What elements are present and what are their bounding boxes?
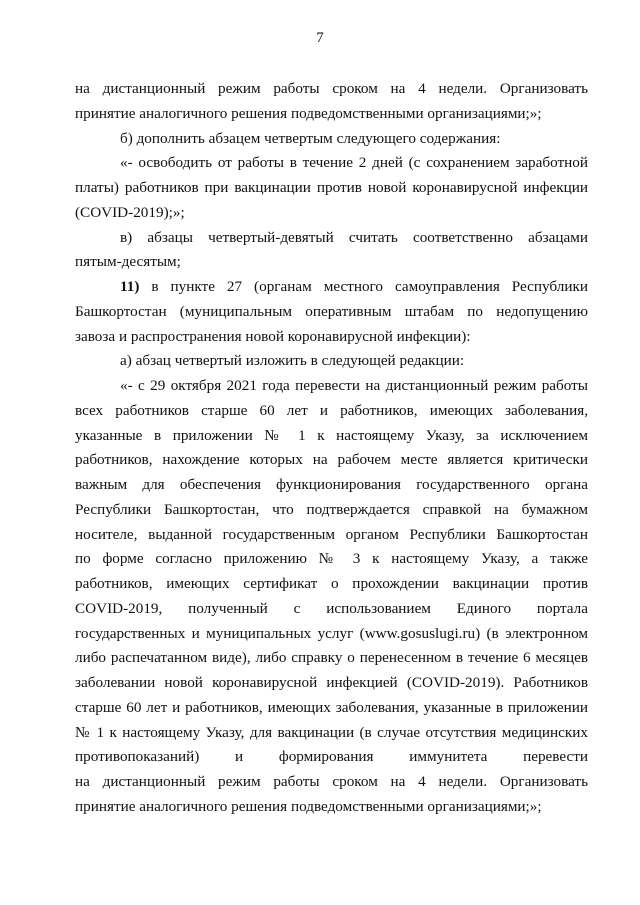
text-line: Башкортостан (муниципальным оперативным штабам по недопущению — [75, 302, 588, 320]
text-line — [75, 275, 588, 300]
text-line: работников, имеющих сертификат о прохождении вакцинации против — [75, 575, 588, 592]
text-line: (COVID-2019);»; — [75, 203, 185, 221]
text-line: «- освободить от работы в течение 2 дней (с сохранением заработной — [120, 154, 588, 172]
text-line: пятым-десятым; — [75, 253, 181, 271]
text-line: завоза и распространения новой коронавирусной инфекции): — [75, 327, 471, 345]
clause-text: в пункте 27 (органам местного самоуправления Республики — [139, 278, 588, 295]
text-line: на дистанционный режим работы сроком на 4 недели. Организовать — [75, 80, 588, 97]
text-line: принятие аналогичного решения подведомственными организациями;»; — [75, 104, 542, 122]
page-number: 7 — [316, 30, 324, 46]
text-line: в) абзацы четвертый-девятый считать соответственно абзацами — [120, 228, 588, 246]
text-line: а) абзац четвертый изложить в следующей редакции: — [120, 352, 465, 370]
clause-number: 11) — [120, 278, 140, 295]
text-line: Республики Башкортостан, что подтверждается справкой на бумажном — [75, 500, 588, 518]
text-line: работников, нахождение которых на рабочем месте является критически — [75, 451, 588, 469]
text-line: носителе, выданной государственным органом Республики Башкортостан — [75, 525, 588, 543]
text-line: № 1 к настоящему Указу, для вакцинации (в случае отсутствия медицинских — [75, 723, 588, 741]
text-line: COVID-2019, полученный с использованием Единого портала — [75, 599, 588, 617]
text-line: указанные в приложении № 1 к настоящему Указу, за исключением — [75, 426, 588, 444]
text-line: заболевании новой коронавирусной инфекцией (COVID-2019). Работников — [75, 674, 588, 691]
text-line: по форме согласно приложению № 3 к настоящему Указу, а также — [75, 550, 588, 568]
text-line: на дистанционный режим работы сроком на 4 недели. Организовать — [75, 773, 588, 790]
text-line: б) дополнить абзацем четвертым следующего содержания: — [120, 129, 501, 147]
text-line: принятие аналогичного решения подведомственными организациями;»; — [75, 797, 542, 815]
text-line: «- с 29 октября 2021 года перевести на дистанционный режим работы — [120, 377, 588, 394]
text-line: всех работников старше 60 лет и работников, имеющих заболевания, — [75, 401, 588, 419]
document-body — [75, 77, 588, 820]
text-line: либо распечатанном виде), либо справку о перенесенном в течение 6 месяцев — [75, 649, 588, 667]
text-line: важным для обеспечения функционирования государственного органа — [75, 476, 588, 493]
text-line: платы) работников при вакцинации против новой коронавирусной инфекции — [75, 179, 588, 196]
text-line: противопоказаний) и формирования иммунитета перевести — [75, 748, 588, 766]
text-line: государственных и муниципальных услуг (www.gosuslugi.ru) (в электронном — [75, 624, 588, 642]
text-line: старше 60 лет и работников, имеющих заболевания, указанные в приложении — [75, 698, 588, 716]
